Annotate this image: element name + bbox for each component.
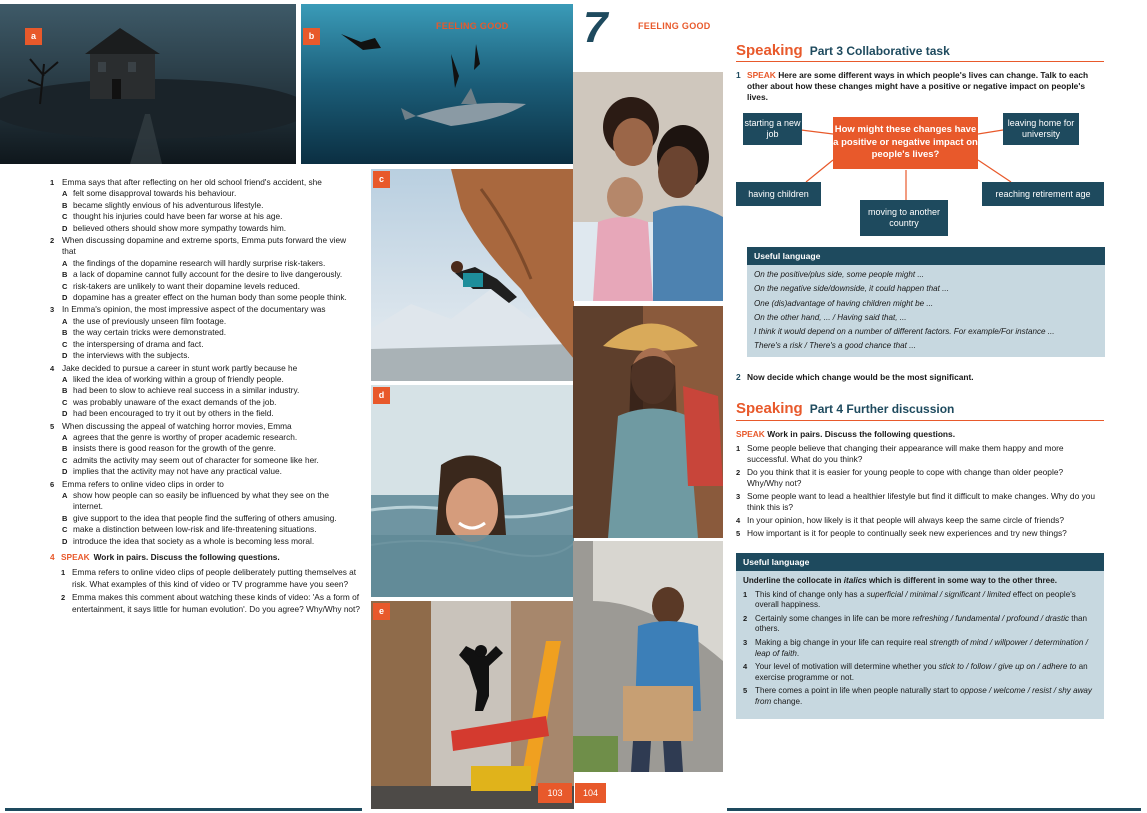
answer-option[interactable] bbox=[50, 200, 360, 211]
question-number: 5 bbox=[50, 421, 55, 431]
useful-language-title-2: Useful language bbox=[736, 553, 1104, 571]
speak-task-4 bbox=[50, 552, 360, 615]
option-letter: B bbox=[62, 328, 68, 338]
speak4-num: 4 bbox=[50, 552, 55, 562]
collocation-items bbox=[743, 590, 1097, 708]
option-letter: C bbox=[62, 281, 68, 291]
connector-retirement bbox=[978, 160, 1011, 182]
option-letter: B bbox=[62, 513, 68, 523]
photo-label-c: c bbox=[373, 171, 390, 188]
option-text: the use of previously unseen film footage. bbox=[73, 315, 227, 326]
part4-speak-label: SPEAK bbox=[736, 429, 765, 439]
answer-option[interactable] bbox=[50, 292, 360, 303]
collocation-number: 2 bbox=[743, 613, 748, 623]
mind-map-center: How might these changes have a positive or negative impact on people's lives? bbox=[833, 117, 978, 169]
part4-question-list bbox=[736, 443, 1098, 539]
node-leaving-home: leaving home for university bbox=[1003, 113, 1079, 145]
option-letter: A bbox=[62, 490, 68, 500]
option-letter: A bbox=[62, 432, 68, 442]
answer-option[interactable] bbox=[50, 524, 360, 535]
question-item bbox=[50, 177, 360, 234]
collocate-options[interactable]: oppose / welcome / resist / shy away from bbox=[755, 686, 1092, 706]
part4-question-text: Some people believe that changing their appearance will make them happy and more successful. What do you think? bbox=[747, 443, 1064, 464]
collocate-options[interactable]: strength of mind / willpower / determination / leap of faith bbox=[755, 637, 1088, 658]
page-number-right: 104 bbox=[575, 783, 606, 803]
bottom-bar-left bbox=[5, 808, 362, 811]
photo-haunted-house bbox=[0, 4, 296, 164]
unit-number: 7 bbox=[583, 3, 608, 52]
connector-leaving-home bbox=[978, 130, 1003, 134]
option-letter: D bbox=[62, 223, 68, 233]
option-text: was probably unaware of the exact demands of the job. bbox=[73, 396, 277, 407]
option-letter: B bbox=[62, 200, 68, 210]
node-starting-job: starting a new job bbox=[743, 113, 802, 145]
question-item bbox=[50, 304, 360, 361]
sentence-start: Making a big change in your life can require real bbox=[755, 637, 930, 647]
question-stem: When discussing the appeal of watching horror movies, Emma bbox=[62, 420, 292, 431]
part3-speak-label: SPEAK bbox=[747, 70, 776, 80]
part3-speaking-label: Speaking bbox=[736, 42, 803, 59]
part4-question-number: 5 bbox=[736, 529, 741, 538]
collocation-sentence bbox=[755, 662, 1097, 683]
question-number: 2 bbox=[50, 236, 55, 246]
answer-option[interactable] bbox=[50, 408, 360, 419]
useful-phrase: One (dis)advantage of having children might be ... bbox=[754, 298, 934, 308]
sentence-end: change. bbox=[771, 696, 803, 706]
useful-phrase: On the positive/plus side, some people might ... bbox=[754, 270, 925, 279]
option-text: admits the activity may seem out of character for someone like her. bbox=[73, 454, 319, 465]
option-text: show how people can so easily be influenced by what they see on the internet. bbox=[73, 489, 329, 512]
speak4-instruction: Work in pairs. Discuss the following questions. bbox=[93, 552, 280, 562]
option-text: introduce the idea that society as a whole is becoming less moral. bbox=[73, 535, 315, 546]
question-stem: When discussing dopamine and extreme sports, Emma puts forward the view that bbox=[62, 235, 347, 257]
answer-option[interactable] bbox=[50, 374, 360, 385]
part4-question-number: 2 bbox=[736, 468, 741, 477]
collocate-options[interactable]: superficial / minimal / significant / limited bbox=[866, 589, 1011, 599]
answer-option[interactable] bbox=[50, 258, 360, 269]
option-text: the interviews with the subjects. bbox=[73, 350, 190, 361]
lead-pre: Underline the collocate in bbox=[743, 576, 844, 585]
photo-student-moving bbox=[573, 541, 723, 772]
part3-task2-num: 2 bbox=[736, 372, 741, 382]
option-letter: B bbox=[62, 270, 68, 280]
part4-instruction: Work in pairs. Discuss the following questions. bbox=[767, 429, 956, 439]
part4-question-text: Do you think that it is easier for young people to cope with change than older people? Why/Why not? bbox=[747, 467, 1064, 488]
question-number: 4 bbox=[50, 363, 55, 373]
collocation-item bbox=[743, 614, 1097, 635]
answer-option[interactable] bbox=[50, 339, 360, 350]
option-letter: D bbox=[62, 536, 68, 546]
option-letter: A bbox=[62, 316, 68, 326]
part4-title-text: Part 4 Further discussion bbox=[809, 402, 955, 416]
part4-question bbox=[736, 528, 1098, 539]
sentence-start: There comes a point in life when people naturally start to bbox=[755, 686, 961, 696]
lead-italics: italics bbox=[843, 576, 867, 585]
option-letter: D bbox=[62, 409, 68, 419]
sentence-start: Certainly some changes in life can be more bbox=[755, 613, 913, 623]
photo-stunt-performer bbox=[371, 601, 574, 809]
option-letter: A bbox=[62, 189, 68, 199]
part4-question bbox=[736, 443, 1098, 465]
sentence-end: an exercise programme or not. bbox=[755, 662, 1088, 682]
part3-task-num: 1 bbox=[736, 70, 741, 80]
answer-option[interactable] bbox=[50, 269, 360, 280]
speak4-label: SPEAK bbox=[61, 552, 90, 562]
photo-label-e: e bbox=[373, 603, 390, 620]
part4-question-number: 4 bbox=[736, 516, 741, 525]
photo-family bbox=[573, 72, 723, 301]
answer-option[interactable] bbox=[50, 316, 360, 327]
answer-option[interactable] bbox=[50, 281, 360, 292]
photo-label-d: d bbox=[373, 387, 390, 404]
useful-language-title-1: Useful language bbox=[747, 247, 1105, 265]
option-text: the findings of the dopamine research will hardly surprise risk-takers. bbox=[73, 257, 326, 268]
discussion-text: Emma makes this comment about watching these kinds of video: 'As a form of entertainment, it says little for human evolution'. Do you agree? Why/Why not? bbox=[72, 592, 360, 614]
discussion-question bbox=[61, 592, 360, 615]
running-header-left: FEELING GOOD bbox=[436, 21, 509, 31]
option-text: implies that the activity may not have any practical value. bbox=[73, 466, 282, 477]
part4-question-text: In your opinion, how likely is it that people will always keep the same circle of friends? bbox=[747, 515, 1065, 525]
option-letter: C bbox=[62, 397, 68, 407]
part3-task2 bbox=[736, 372, 1096, 383]
option-text: agrees that the genre is worthy of proper academic research. bbox=[73, 431, 298, 442]
option-text: give support to the idea that people find the suffering of others amusing. bbox=[73, 512, 337, 523]
question-item bbox=[50, 421, 360, 478]
part4-question bbox=[736, 515, 1098, 526]
photo-rock-climber bbox=[371, 169, 574, 381]
part4-question-number: 3 bbox=[736, 492, 741, 501]
part3-rule bbox=[736, 61, 1104, 62]
question-item bbox=[50, 363, 360, 420]
option-text: became slightly envious of his adventurous lifestyle. bbox=[73, 199, 264, 210]
collocation-sentence bbox=[755, 590, 1097, 611]
collocation-sentence bbox=[755, 686, 1097, 707]
running-header-right: FEELING GOOD bbox=[638, 21, 711, 31]
bottom-bar-right bbox=[727, 808, 1141, 811]
option-text: felt some disapproval towards his behaviour. bbox=[73, 188, 237, 199]
option-text: dopamine has a greater effect on the human body than some people think. bbox=[73, 292, 347, 303]
discussion-number: 1 bbox=[61, 568, 66, 578]
answer-option[interactable] bbox=[50, 490, 360, 513]
discussion-question bbox=[61, 567, 360, 590]
lead-post: which is different in some way to the other three. bbox=[866, 576, 1057, 585]
option-letter: D bbox=[62, 351, 68, 361]
option-text: risk-takers are unlikely to want their dopamine levels reduced. bbox=[73, 280, 300, 291]
collocation-number: 5 bbox=[743, 686, 748, 696]
part4-rule bbox=[736, 420, 1104, 421]
question-stem: Emma says that after reflecting on her old school friend's accident, she bbox=[62, 177, 322, 187]
part4-discussion bbox=[736, 429, 1098, 541]
question-number: 1 bbox=[50, 178, 55, 187]
collocation-item bbox=[743, 686, 1097, 707]
useful-phrase: There's a risk / There's a good chance that ... bbox=[754, 341, 916, 351]
question-number: 6 bbox=[50, 479, 55, 489]
useful-phrase: On the negative side/downside, it could happen that ... bbox=[754, 284, 949, 294]
useful-language-box-2 bbox=[736, 553, 1104, 719]
option-text: insists there is good reason for the growth of the genre. bbox=[73, 443, 276, 454]
discussion-text: Emma refers to online video clips of people deliberately putting themselves at risk. What examples of this kind of video or TV programme have you seen? bbox=[72, 567, 357, 589]
option-text: the interspersing of drama and fact. bbox=[73, 338, 204, 349]
question-stem: Emma refers to online video clips in order to bbox=[62, 478, 224, 489]
photo-shark-divers bbox=[301, 4, 573, 164]
part4-speaking-label: Speaking bbox=[736, 400, 803, 417]
sentence-end: effect on people's overall happiness. bbox=[755, 589, 1076, 610]
answer-option[interactable] bbox=[50, 455, 360, 466]
node-moving-country: moving to another country bbox=[860, 200, 948, 236]
photo-traveller bbox=[573, 306, 723, 538]
option-letter: C bbox=[62, 525, 68, 535]
question-item bbox=[50, 479, 360, 547]
collocation-number: 4 bbox=[743, 662, 748, 672]
question-number: 3 bbox=[50, 305, 55, 315]
option-letter: A bbox=[62, 374, 68, 384]
multiple-choice-questions bbox=[50, 177, 360, 617]
useful-language-phrases bbox=[747, 265, 1105, 357]
photo-label-b: b bbox=[303, 28, 320, 45]
answer-option[interactable] bbox=[50, 432, 360, 443]
answer-option[interactable] bbox=[50, 513, 360, 524]
part4-question-number: 1 bbox=[736, 444, 741, 453]
sentence-end: . bbox=[796, 648, 800, 658]
option-letter: A bbox=[62, 258, 68, 268]
collocation-exercise bbox=[736, 571, 1104, 716]
node-retirement: reaching retirement age bbox=[982, 182, 1104, 206]
part4-title bbox=[736, 400, 954, 417]
option-letter: C bbox=[62, 339, 68, 349]
option-text: thought his injuries could have been far worse at his age. bbox=[73, 211, 283, 222]
question-item bbox=[50, 235, 360, 303]
node-having-children: having children bbox=[736, 182, 821, 206]
option-letter: D bbox=[62, 293, 68, 303]
part3-task2-text: Now decide which change would be the most significant. bbox=[747, 372, 974, 382]
sentence-start: Your level of motivation will determine whether you bbox=[755, 662, 939, 672]
option-text: make a distinction between low-risk and life-threatening situations. bbox=[73, 524, 317, 535]
collocation-instruction bbox=[743, 576, 1097, 587]
option-letter: B bbox=[62, 444, 68, 454]
part4-question-text: How important is it for people to continually seek new experiences and try new things? bbox=[747, 528, 1067, 538]
collocation-item bbox=[743, 590, 1097, 611]
collocate-options[interactable]: stick to / follow / give up on / adhere to bbox=[938, 662, 1077, 672]
option-text: a lack of dopamine cannot fully account for the desire to live dangerously. bbox=[73, 269, 343, 280]
useful-phrase: I think it would depend on a number of different factors. For example/For instance ... bbox=[754, 327, 1055, 337]
option-text: had been encouraged to try it out by others in the field. bbox=[73, 408, 274, 419]
part3-instruction-text: Here are some different ways in which people's lives can change. Talk to each other about how these changes might have a positive or negative impact on people's lives. bbox=[747, 70, 1089, 102]
answer-option[interactable] bbox=[50, 397, 360, 408]
collocation-number: 1 bbox=[743, 589, 748, 599]
part3-instruction bbox=[736, 70, 1096, 103]
useful-language-box-1 bbox=[747, 247, 1105, 357]
collocation-item bbox=[743, 638, 1097, 659]
option-text: had been to slow to achieve real success in a similar industry. bbox=[73, 385, 300, 396]
part3-title bbox=[736, 42, 950, 59]
question-stem: Jake decided to pursue a career in stunt work partly because he bbox=[62, 362, 298, 373]
connector-starting-job bbox=[801, 130, 833, 134]
discussion-number: 2 bbox=[61, 593, 66, 603]
answer-option[interactable] bbox=[50, 211, 360, 222]
sentence-end: than others. bbox=[755, 613, 1088, 634]
answer-option[interactable] bbox=[50, 536, 360, 547]
option-text: believed others should show more sympathy towards him. bbox=[73, 222, 287, 233]
answer-option[interactable] bbox=[50, 466, 360, 477]
answer-option[interactable] bbox=[50, 385, 360, 396]
option-letter: C bbox=[62, 212, 68, 222]
option-text: liked the idea of working within a group of friendly people. bbox=[73, 373, 284, 384]
useful-phrase: On the other hand, ... / Having said that, ... bbox=[754, 312, 907, 322]
collocation-sentence bbox=[755, 638, 1097, 659]
part4-question-text: Some people want to lead a healthier lifestyle but find it difficult to make changes. Why do you think this is? bbox=[747, 491, 1096, 512]
collocate-options[interactable]: refreshing / fundamental / profound / drastic bbox=[912, 613, 1070, 623]
option-letter: B bbox=[62, 386, 68, 396]
answer-option[interactable] bbox=[50, 443, 360, 454]
option-letter: D bbox=[62, 467, 68, 477]
part4-question bbox=[736, 491, 1098, 513]
answer-option[interactable] bbox=[50, 350, 360, 361]
option-letter: C bbox=[62, 455, 68, 465]
option-text: the way certain tricks were demonstrated. bbox=[73, 327, 227, 338]
collocation-item bbox=[743, 662, 1097, 683]
collocation-number: 3 bbox=[743, 637, 748, 647]
question-stem: In Emma's opinion, the most impressive aspect of the documentary was bbox=[62, 304, 326, 315]
collocation-sentence bbox=[755, 614, 1097, 635]
answer-option[interactable] bbox=[50, 223, 360, 234]
answer-option[interactable] bbox=[50, 188, 360, 199]
photo-ice-swimmer bbox=[371, 385, 574, 597]
part3-title-text: Part 3 Collaborative task bbox=[809, 44, 950, 58]
answer-option[interactable] bbox=[50, 327, 360, 338]
connector-having-children bbox=[806, 160, 833, 182]
part4-question bbox=[736, 467, 1098, 489]
page-number-left: 103 bbox=[538, 783, 572, 803]
photo-label-a: a bbox=[25, 28, 42, 45]
sentence-start: This kind of change only has a bbox=[755, 589, 867, 599]
